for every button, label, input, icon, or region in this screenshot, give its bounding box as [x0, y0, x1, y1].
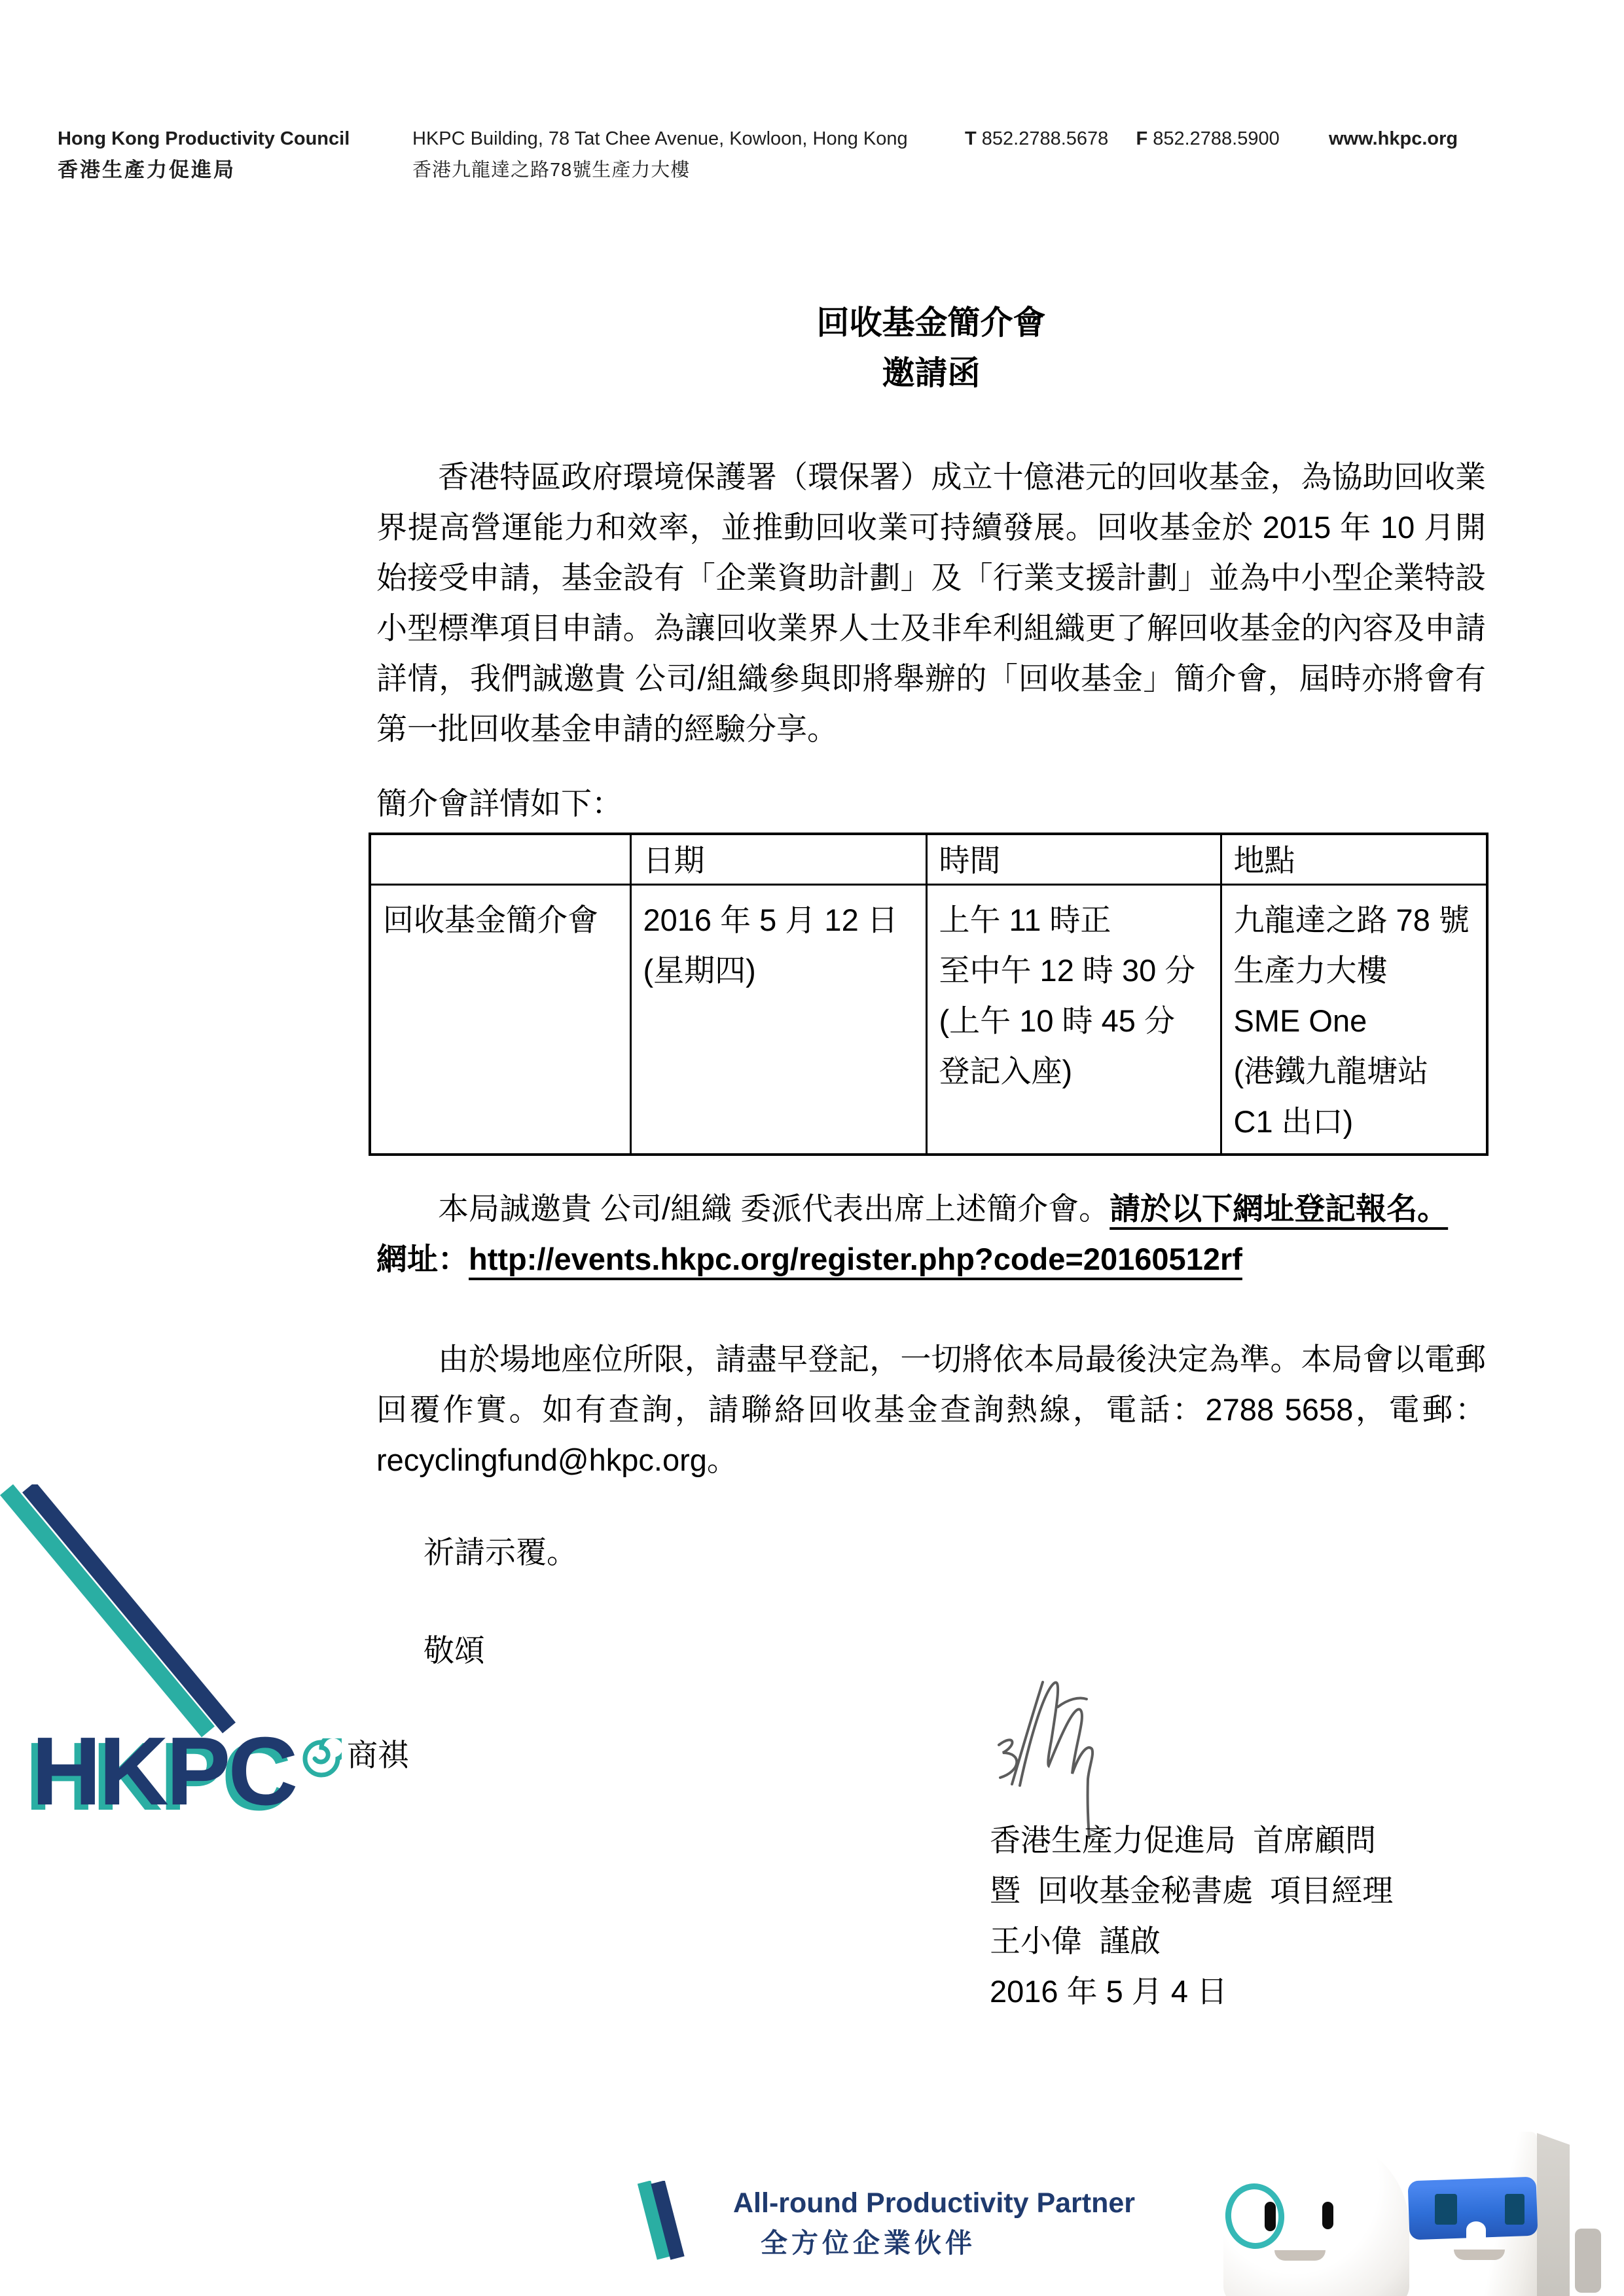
venue-line: C1 出口): [1233, 1104, 1354, 1139]
time-line: (上午 10 時 45 分: [939, 1003, 1175, 1038]
letter-title-block: [376, 298, 1486, 399]
event-details-table: [369, 833, 1489, 1156]
goggle-notch: [1466, 2221, 1486, 2238]
hkpc-logo-stripe: [0, 1484, 242, 1743]
registration-paragraph: [376, 1183, 1486, 1284]
cell-venue: [1221, 885, 1487, 1155]
closing-salute: 敬頌: [424, 1633, 485, 1668]
letter-title: 回收基金簡介會: [816, 304, 1046, 341]
goggle-lens: [1435, 2194, 1457, 2225]
goggle-lens: [1505, 2194, 1525, 2225]
venue-line: (港鐵九龍塘站: [1233, 1054, 1429, 1088]
table-intro: 簡介會詳情如下：: [376, 786, 623, 821]
mascot-eye: [1265, 2202, 1276, 2231]
tel-number: 852.2788.5678: [981, 128, 1109, 149]
enquiry-text: 由於場地座位所限，請盡早登記，一切將依本局最後決定為準。本局會以電郵回覆作實。如有查詢，請聯絡回收基金查詢熱線，電話：2788 5658，電郵：: [376, 1342, 1486, 1427]
header-cell-date: 日期: [630, 834, 926, 885]
hkpc-logo-spiral-icon: [301, 1738, 342, 1779]
fax-label: F: [1136, 128, 1148, 149]
mascot-smile: [1274, 2250, 1326, 2261]
footer-stripe: [628, 2181, 694, 2261]
address-zh: 香港九龍達之路78號生產力大樓: [412, 160, 691, 181]
fax-number: 852.2788.5900: [1153, 128, 1280, 149]
intro-paragraph: 香港特區政府環境保護署（環保署）成立十億港元的回收基金，為協助回收業界提高營運能力和效率，並推動回收業可持續發展。回收基金於 2015 年 10 月開始接受申請，基金設有「企業資助計劃」及「行業支援計劃」並為中小型企業特設小型標準項目申請。為讓回收業界人士及非牟利組織更了解回收基金的內容及申請詳情，我們誠邀貴 公司/組織參與即將舉辦的「回收基金」簡介會，屆時亦將會有第一批回收基金申請的經驗分享。: [376, 459, 1486, 746]
signoff-title-1: 香港生產力促進局 首席顧問: [990, 1823, 1377, 1857]
cell-date: [630, 885, 926, 1155]
reply-request: 祈請示覆。: [424, 1535, 577, 1570]
footer-tagline-zh: 全方位企業伙伴: [761, 2228, 976, 2258]
venue-line: SME One: [1233, 1003, 1367, 1038]
box-mascot-side: [1537, 2133, 1570, 2296]
footer-tagline-en: All-round Productivity Partner: [733, 2187, 1136, 2219]
signoff-date: 2016 年 5 月 4 日: [990, 1974, 1228, 2009]
registration-url[interactable]: http://events.hkpc.org/register.php?code=20160512rf: [469, 1242, 1242, 1276]
table-row: [370, 885, 1487, 1155]
enquiry-paragraph: [376, 1334, 1486, 1485]
cell-event: [370, 885, 630, 1155]
mascot-group: [1211, 2121, 1624, 2296]
header-cell-time: 時間: [926, 834, 1221, 885]
signoff-block: [990, 1815, 1393, 2017]
mascot-eye: [1322, 2202, 1333, 2229]
register-instruction: 請於以下網址登記報名。: [1110, 1191, 1449, 1226]
venue-line: 生產力大樓: [1233, 953, 1388, 988]
event-name: 回收基金簡介會: [383, 903, 598, 937]
mascot-arm: [1575, 2229, 1601, 2293]
enquiry-email-period: 。: [706, 1443, 738, 1477]
url-label: 網址：: [376, 1242, 469, 1276]
cell-time: [926, 885, 1221, 1155]
closing-wish: 商祺: [347, 1738, 408, 1772]
table-header-row: [370, 834, 1487, 885]
hkpc-logo-wordmark: HKPC: [31, 1717, 296, 1825]
letter-subtitle: 邀請函: [882, 355, 981, 391]
header-cell-empty: [370, 834, 630, 885]
org-name-zh: 香港生產力促進局: [58, 158, 236, 181]
time-line: 至中午 12 時 30 分: [939, 953, 1196, 988]
header-cell-venue: 地點: [1221, 834, 1487, 885]
enquiry-email: recyclingfund@hkpc.org: [376, 1443, 707, 1477]
time-line: 上午 11 時正: [939, 903, 1111, 937]
org-name-en: Hong Kong Productivity Council: [58, 128, 350, 149]
time-line: 登記入座): [939, 1054, 1073, 1088]
venue-line: 九龍達之路 78 號: [1233, 903, 1470, 937]
date-line: 2016 年 5 月 12 日: [643, 903, 898, 937]
header-org-block: [58, 123, 350, 186]
signoff-name: 王小偉 謹啟: [990, 1924, 1161, 1958]
mascot-smile: [1454, 2250, 1505, 2260]
tel-label: T: [965, 128, 977, 149]
date-line: (星期四): [643, 953, 756, 988]
header-address-block: [412, 123, 908, 186]
header-contact-block: [965, 123, 1280, 154]
header-website: www.hkpc.org: [1329, 128, 1458, 149]
address-en: HKPC Building, 78 Tat Chee Avenue, Kowloon, Hong Kong: [412, 128, 908, 149]
signoff-title-2: 暨 回收基金秘書處 項目經理: [990, 1873, 1394, 1908]
invite-sentence: 本局誠邀貴 公司/組織 委派代表出席上述簡介會。: [438, 1191, 1110, 1226]
